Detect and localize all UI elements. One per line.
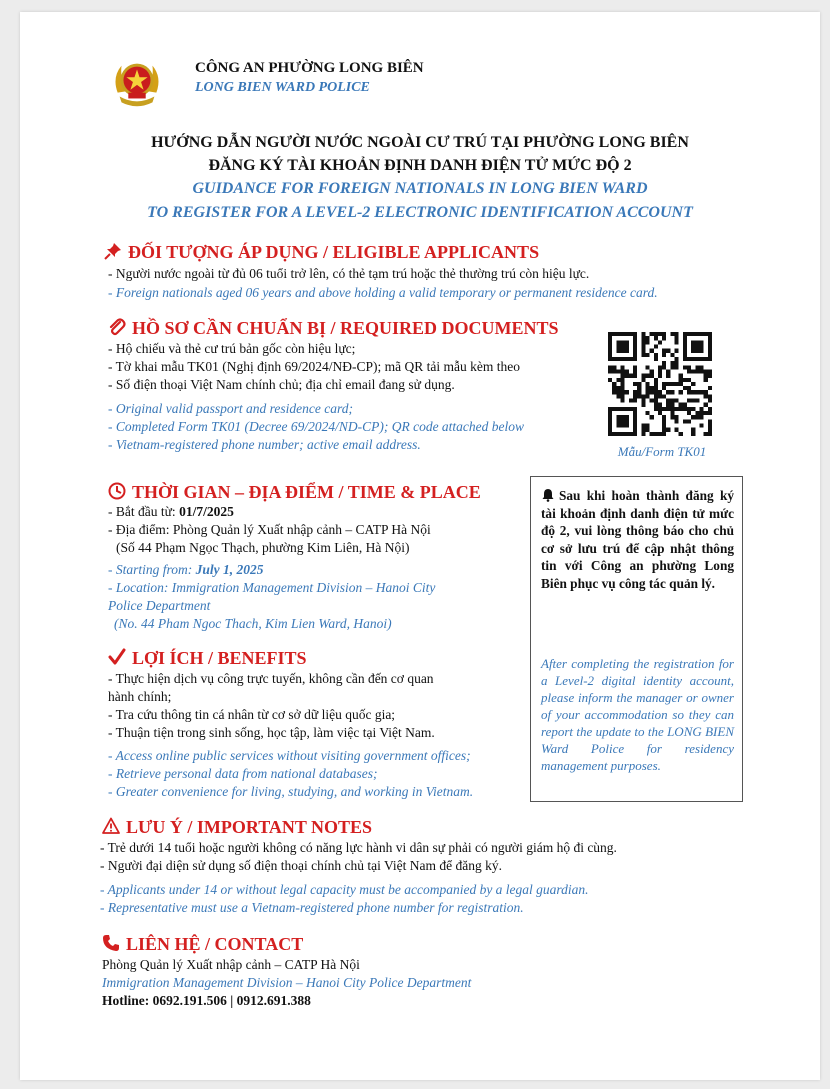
location-en-1: - Location: Immigration Management Division – Hanoi City (108, 580, 436, 595)
clock-icon (108, 482, 126, 500)
start-date-en-label: - Starting from: (108, 562, 196, 577)
note-vi-1: - Trẻ dưới 14 tuổi hoặc người không có năng lực hành vi dân sự phải có người giám hộ đi cùng. (100, 840, 617, 855)
documents-vi-3: - Số điện thoại Việt Nam chính chủ; địa chỉ email đang sử dụng. (108, 377, 455, 392)
notice-en: After completing the registration for a Level-2 digital identity account, please inform the manager or owner of your accommodation so they can report the update to the LONG BIEN Ward Police for residency management purposes. (541, 656, 734, 773)
benefit-vi-2: - Tra cứu thông tin cá nhân từ cơ sở dữ liệu quốc gia; (108, 707, 396, 722)
note-en-1: - Applicants under 14 or without legal capacity must be accompanied by a legal guardian. (100, 882, 589, 897)
check-icon (108, 648, 126, 666)
eligible-vi: - Người nước ngoài từ đủ 06 tuổi trở lên, có thẻ tạm trú hoặc thẻ thường trú còn hiệu lực. (108, 266, 590, 281)
phone-icon (102, 934, 120, 952)
title-vi-line1: HƯỚNG DẪN NGƯỜI NƯỚC NGOÀI CƯ TRÚ TẠI PHƯỜNG LONG BIÊN (151, 134, 689, 151)
documents-vi-2: - Tờ khai mẫu TK01 (Nghị định 69/2024/NĐ-CP); mã QR tải mẫu kèm theo (108, 359, 520, 374)
qr-code[interactable] (608, 332, 712, 436)
notice-vi (541, 487, 734, 592)
start-date-en-value: July 1, 2025 (195, 562, 264, 577)
title-en-line2: TO REGISTER FOR A LEVEL-2 ELECTRONIC IDENTIFICATION ACCOUNT (147, 204, 693, 221)
documents-heading-text: HỒ SƠ CẦN CHUẨN BỊ / REQUIRED DOCUMENTS (132, 318, 559, 338)
address-en: (No. 44 Pham Ngoc Thach, Kim Lien Ward, Hanoi) (114, 616, 392, 631)
contact-heading-text: LIÊN HỆ / CONTACT (126, 934, 304, 954)
start-date-en (108, 562, 264, 578)
benefits-heading-text: LỢI ÍCH / BENEFITS (132, 648, 307, 668)
org-name-vi: CÔNG AN PHƯỜNG LONG BIÊN (195, 60, 424, 76)
eligible-en: - Foreign nationals aged 06 years and above holding a valid temporary or permanent residence card. (108, 285, 658, 300)
eligible-heading (104, 242, 539, 263)
qr-caption: Mẫu/Form TK01 (617, 444, 707, 459)
eligible-heading-text: ĐỐI TƯỢNG ÁP DỤNG / ELIGIBLE APPLICANTS (128, 242, 540, 262)
notes-heading-text: LƯU Ý / IMPORTANT NOTES (126, 817, 373, 837)
org-name-en: LONG BIEN WARD POLICE (195, 80, 370, 95)
title-vi-line2: ĐĂNG KÝ TÀI KHOẢN ĐỊNH DANH ĐIỆN TỬ MỨC ĐỘ 2 (208, 157, 632, 174)
pushpin-icon (104, 242, 122, 260)
benefit-en-1: - Access online public services without visiting government offices; (108, 748, 471, 763)
start-date-value: 01/7/2025 (179, 504, 234, 519)
contact-heading (102, 934, 303, 955)
start-date-label: - Bắt đầu từ: (108, 504, 180, 519)
paperclip-icon (108, 318, 126, 336)
benefit-en-3: - Greater convenience for living, studying, and working in Vietnam. (108, 784, 474, 799)
benefits-heading (108, 648, 307, 669)
document-page (20, 12, 820, 1080)
title-en-line1: GUIDANCE FOR FOREIGN NATIONALS IN LONG BIEN WARD (192, 180, 648, 197)
address-vi: (Số 44 Phạm Ngọc Thạch, phường Kim Liên, Hà Nội) (116, 540, 410, 555)
contact-en: Immigration Management Division – Hanoi City Police Department (102, 975, 472, 990)
documents-en-1: - Original valid passport and residence card; (108, 401, 353, 416)
documents-vi-1: - Hộ chiếu và thẻ cư trú bản gốc còn hiệu lực; (108, 341, 356, 356)
benefit-vi-3: - Thuận tiện trong sinh sống, học tập, làm việc tại Việt Nam. (108, 725, 435, 740)
hotline[interactable]: Hotline: 0692.191.506 | 0912.691.388 (102, 993, 311, 1008)
start-date-vi (108, 504, 234, 520)
bell-icon (541, 488, 555, 502)
notes-heading (102, 817, 372, 838)
time-place-heading (108, 482, 481, 503)
benefit-vi-1b: hành chính; (108, 689, 172, 704)
notice-box (530, 476, 743, 802)
documents-heading (108, 318, 559, 339)
time-place-heading-text: THỜI GIAN – ĐỊA ĐIỂM / TIME & PLACE (132, 482, 481, 502)
benefit-en-2: - Retrieve personal data from national databases; (108, 766, 378, 781)
note-en-2: - Representative must use a Vietnam-registered phone number for registration. (100, 900, 524, 915)
documents-en-3: - Vietnam-registered phone number; active email address. (108, 437, 421, 452)
warning-icon (102, 817, 120, 835)
notice-vi-text: Sau khi hoàn thành đăng ký tài khoản định danh điện tử mức độ 2, vui lòng thông báo cho chủ cơ sở lưu trú để cập nhật thông tin với Công an phường Long Biên phục vụ công tác quản lý. (541, 488, 734, 591)
note-vi-2: - Người đại diện sử dụng số điện thoại chính chủ tại Việt Nam để đăng ký. (100, 858, 503, 873)
benefit-vi-1a: - Thực hiện dịch vụ công trực tuyến, không cần đến cơ quan (108, 671, 434, 686)
location-en-2: Police Department (108, 598, 211, 613)
documents-en-2: - Completed Form TK01 (Decree 69/2024/ND-CP); QR code attached below (108, 419, 525, 434)
contact-vi: Phòng Quản lý Xuất nhập cảnh – CATP Hà Nội (102, 957, 360, 972)
location-vi: - Địa điểm: Phòng Quản lý Xuất nhập cảnh – CATP Hà Nội (108, 522, 431, 537)
police-emblem-icon (108, 54, 166, 112)
